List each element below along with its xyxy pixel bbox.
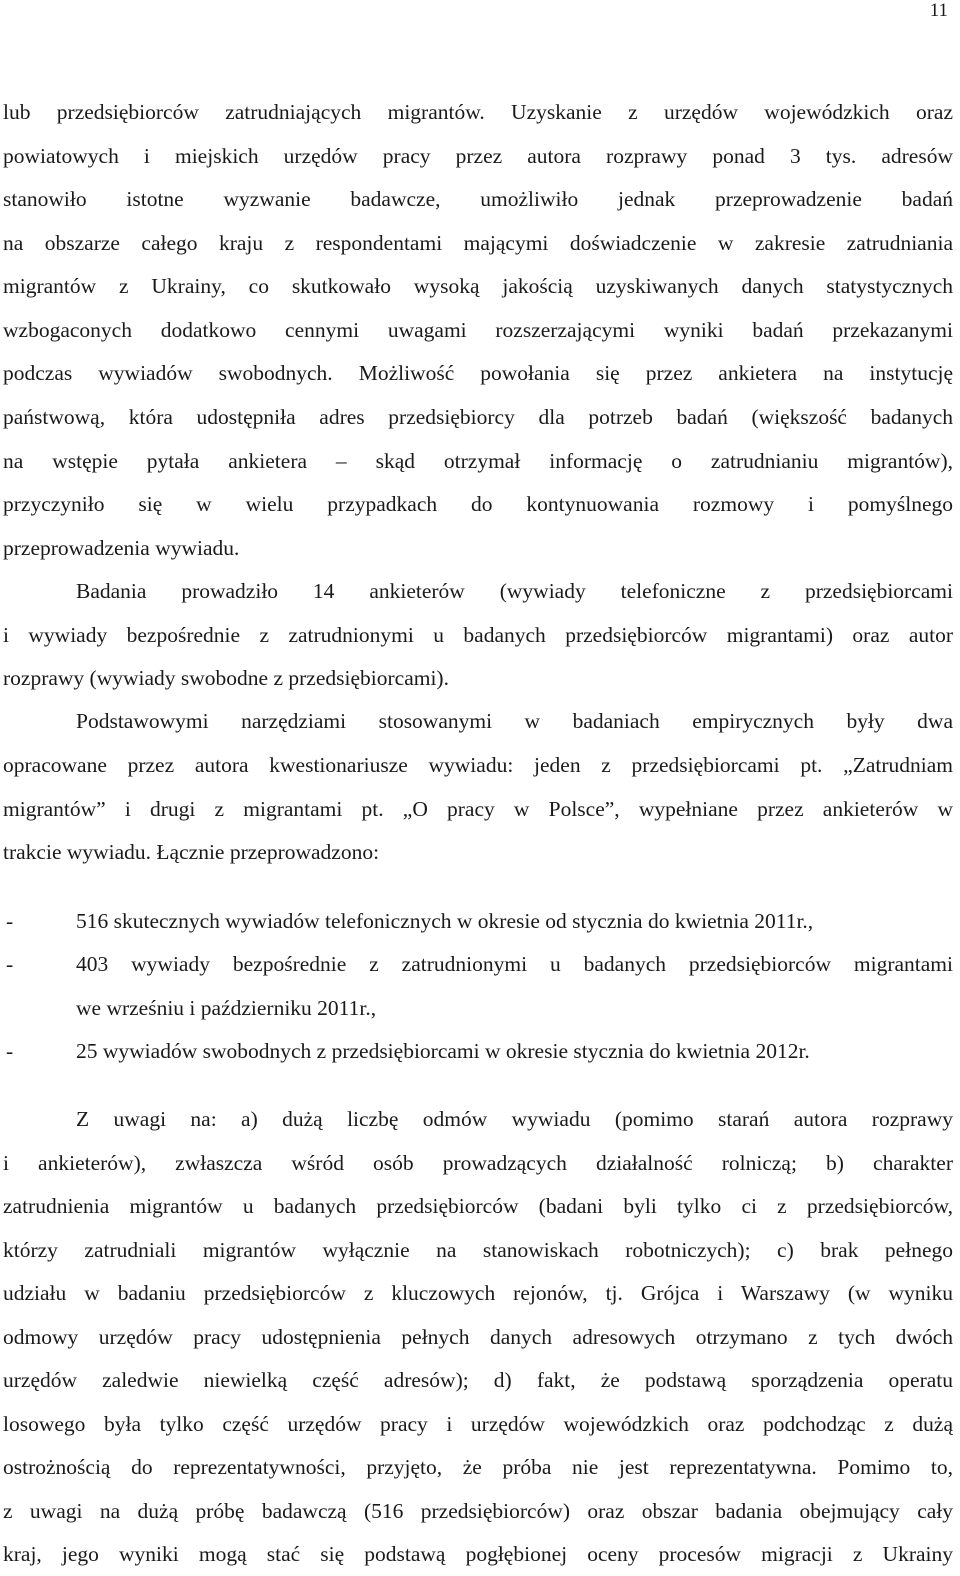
paragraph-4-line: urzędów zaledwie niewielką część adresów); d) fakt, że podstawą sporządzenia operatu — [3, 1368, 953, 1392]
paragraph-2-line: Badania prowadziło 14 ankieterów (wywiady telefoniczne z przedsiębiorcami — [76, 579, 953, 603]
paragraph-1-line: migrantów z Ukrainy, co skutkowało wysoką jakością uzyskiwanych danych statystycznych — [3, 274, 953, 298]
page-number: 11 — [929, 0, 948, 21]
paragraph-1-line: stanowiło istotne wyzwanie badawcze, umożliwiło jednak przeprowadzenie badań — [3, 187, 953, 211]
paragraph-3-line: migrantów” i drugi z migrantami pt. „O pracy w Polsce”, wypełniane przez ankieterów w — [3, 797, 953, 821]
paragraph-1-line: przeprowadzenia wywiadu. — [3, 536, 240, 560]
list-item: 403 wywiady bezpośrednie z zatrudnionymi u badanych przedsiębiorców migrantami — [76, 952, 953, 976]
paragraph-1-line: na obszarze całego kraju z respondentami mającymi doświadczenie w zakresie zatrudniania — [3, 231, 953, 255]
list-dash: - — [6, 909, 14, 933]
paragraph-4-line: kraj, jego wyniki mogą stać się podstawą pogłębionej oceny procesów migracji z Ukrainy — [3, 1542, 953, 1566]
list-dash: - — [6, 1039, 14, 1063]
paragraph-4-line: losowego była tylko część urzędów pracy i urzędów wojewódzkich oraz podchodząc z dużą — [3, 1412, 953, 1436]
paragraph-2-line: rozprawy (wywiady swobodne z przedsiębiorcami). — [3, 666, 449, 690]
paragraph-4-line: którzy zatrudniali migrantów wyłącznie na stanowiskach robotniczych); c) brak pełnego — [3, 1238, 953, 1262]
paragraph-3-line: opracowane przez autora kwestionariusze wywiadu: jeden z przedsiębiorcami pt. „Zatrudniam — [3, 753, 953, 777]
list-item: 25 wywiadów swobodnych z przedsiębiorcami w okresie stycznia do kwietnia 2012r. — [76, 1039, 810, 1063]
paragraph-4-line: udziału w badaniu przedsiębiorców z kluczowych rejonów, tj. Grójca i Warszawy (w wyniku — [3, 1281, 953, 1305]
paragraph-4-line: i ankieterów), zwłaszcza wśród osób prowadzących działalność rolniczą; b) charakter — [3, 1151, 953, 1175]
paragraph-4-line: zatrudnienia migrantów u badanych przedsiębiorców (badani byli tylko ci z przedsiębiorców, — [3, 1194, 953, 1218]
paragraph-1-line: państwową, która udostępniła adres przedsiębiorcy dla potrzeb badań (większość badanych — [3, 405, 953, 429]
paragraph-1-line: podczas wywiadów swobodnych. Możliwość powołania się przez ankietera na instytucję — [3, 361, 953, 385]
paragraph-3-line: Podstawowymi narzędziami stosowanymi w badaniach empirycznych były dwa — [76, 709, 953, 733]
paragraph-4-line: ostrożnością do reprezentatywności, przyjęto, że próba nie jest reprezentatywna. Pomimo to, — [3, 1455, 953, 1479]
list-item-continuation: we wrześniu i październiku 2011r., — [76, 996, 377, 1020]
paragraph-4-line: Z uwagi na: a) dużą liczbę odmów wywiadu (pomimo starań autora rozprawy — [76, 1107, 953, 1131]
paragraph-1-line: przyczyniło się w wielu przypadkach do kontynuowania rozmowy i pomyślnego — [3, 492, 953, 516]
paragraph-1-line: na wstępie pytała ankietera – skąd otrzymał informację o zatrudnianiu migrantów), — [3, 449, 953, 473]
list-dash: - — [6, 952, 14, 976]
paragraph-4-line: odmowy urzędów pracy udostępnienia pełnych danych adresowych otrzymano z tych dwóch — [3, 1325, 953, 1349]
paragraph-2-line: i wywiady bezpośrednie z zatrudnionymi u badanych przedsiębiorców migrantami) oraz autor — [3, 623, 953, 647]
paragraph-4-line: z uwagi na dużą próbę badawczą (516 przedsiębiorców) oraz obszar badania obejmujący cały — [3, 1499, 953, 1523]
list-item: 516 skutecznych wywiadów telefonicznych w okresie od stycznia do kwietnia 2011r., — [76, 909, 814, 933]
paragraph-1-line: lub przedsiębiorców zatrudniających migrantów. Uzyskanie z urzędów wojewódzkich oraz — [3, 100, 953, 124]
paragraph-1-line: wzbogaconych dodatkowo cennymi uwagami rozszerzającymi wyniki badań przekazanymi — [3, 318, 953, 342]
paragraph-3-line: trakcie wywiadu. Łącznie przeprowadzono: — [3, 840, 380, 864]
paragraph-1-line: powiatowych i miejskich urzędów pracy przez autora rozprawy ponad 3 tys. adresów — [3, 144, 953, 168]
